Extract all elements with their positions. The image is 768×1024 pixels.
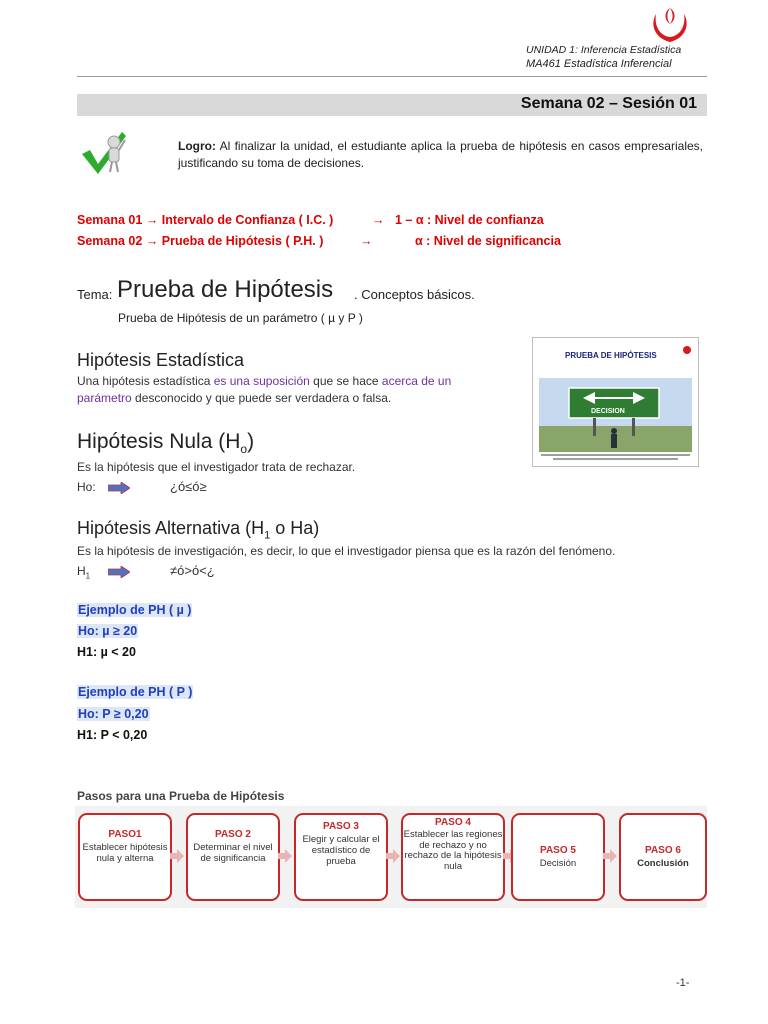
definition-highlight: parámetro bbox=[77, 391, 132, 405]
alternativa-symbols: ≠ó>ó<¿ bbox=[170, 563, 215, 578]
paso-6-title: PASO 6 bbox=[645, 845, 681, 856]
tema-suffix: . Conceptos básicos. bbox=[354, 287, 475, 302]
definition-highlight: acerca de un bbox=[381, 374, 452, 388]
arrow-right-icon bbox=[108, 482, 130, 494]
paso-5-box bbox=[511, 813, 605, 901]
semana-2-week: Semana 02 bbox=[77, 234, 143, 248]
alternativa-description: Es la hipótesis de investigación, es decir, lo que el investigador piensa que es la razón del fenómeno. bbox=[77, 544, 616, 558]
paso-2-box bbox=[186, 813, 280, 901]
paso-4-title: PASO 4 bbox=[435, 817, 471, 828]
page-number: -1- bbox=[676, 977, 690, 989]
definition-highlight: es una suposición bbox=[213, 374, 310, 388]
paso-1-box bbox=[78, 813, 172, 901]
nula-symbols: ¿ó≤ó≥ bbox=[170, 479, 207, 494]
tema-subtitle: Prueba de Hipótesis de un parámetro ( µ y P ) bbox=[118, 311, 363, 325]
alternativa-label-text: H bbox=[77, 564, 86, 578]
ejemplo-mu-ho: Ho: µ ≥ 20 bbox=[78, 624, 138, 638]
paso-6-box bbox=[619, 813, 707, 901]
semana-row-2 bbox=[77, 234, 323, 248]
pasos-title: Pasos para una Prueba de Hipótesis bbox=[77, 789, 285, 803]
arrow-right-icon: → bbox=[372, 213, 385, 227]
paso-1-title: PASO1 bbox=[108, 829, 142, 840]
paso-3-text: Elegir y calcular el estadístico de prueba bbox=[302, 834, 380, 867]
tema-title: Prueba de Hipótesis bbox=[117, 276, 334, 303]
header-divider bbox=[77, 76, 707, 77]
image-title: PRUEBA DE HIPÓTESIS bbox=[565, 351, 657, 360]
paso-1-text: Establecer hipótesis nula y alterna bbox=[82, 842, 168, 864]
flow-arrow-icon bbox=[170, 849, 184, 863]
flow-arrow-icon bbox=[386, 849, 400, 863]
semana-row-1 bbox=[77, 213, 333, 227]
semana-1-week: Semana 01 bbox=[77, 213, 143, 227]
nula-label: Ho: bbox=[77, 480, 96, 494]
header-course: MA461 Estadística Inferencial bbox=[526, 58, 672, 70]
alternativa-label-subscript: 1 bbox=[85, 571, 91, 581]
paso-4-box bbox=[401, 813, 505, 901]
alternativa-label bbox=[77, 564, 90, 580]
university-logo bbox=[648, 6, 692, 46]
semana-2-level: α : Nivel de significancia bbox=[415, 234, 561, 248]
paso-3-box bbox=[294, 813, 388, 901]
tema-label: Tema: bbox=[77, 287, 113, 302]
definition-text: desconocido y que puede ser verdadera o falsa. bbox=[131, 391, 392, 405]
nula-heading-text: Hipótesis Nula (H bbox=[77, 430, 241, 453]
pasos-flow bbox=[75, 806, 707, 908]
logro-label: Logro: bbox=[178, 139, 216, 153]
semana-2-topic: Prueba de Hipótesis ( P.H. ) bbox=[161, 234, 324, 248]
prueba-hipotesis-image bbox=[532, 337, 699, 467]
flow-arrow-icon bbox=[278, 849, 292, 863]
sign-text: DECISION bbox=[591, 408, 625, 415]
alternativa-heading-subscript: 1 bbox=[264, 529, 271, 542]
alternativa-heading-text: Hipótesis Alternativa (H bbox=[77, 518, 265, 538]
paso-4-text: Establecer las regiones de rechazo y no rechazo de la hipótesis nula bbox=[403, 829, 503, 872]
decision-sign-illustration bbox=[533, 338, 698, 466]
definition-text: que se hace bbox=[309, 374, 382, 388]
semana-1-topic: Intervalo de Confianza ( I.C. ) bbox=[161, 213, 334, 227]
paso-3-title: PASO 3 bbox=[323, 821, 359, 832]
paso-6-text: Conclusión bbox=[637, 858, 689, 869]
logro-text: Al finalizar la unidad, el estudiante aplica la prueba de hipótesis en casos empresariales, justificando su toma de decisiones. bbox=[178, 139, 703, 170]
paso-2-text: Determinar el nivel de significancia bbox=[193, 842, 273, 864]
ejemplo-p-ho: Ho: P ≥ 0,20 bbox=[78, 707, 149, 721]
arrow-right-icon: → bbox=[360, 234, 373, 248]
arrow-right-icon bbox=[108, 566, 130, 578]
semana-1-level: 1 – α : Nivel de confianza bbox=[395, 213, 544, 227]
paso-2-title: PASO 2 bbox=[215, 829, 251, 840]
paso-5-title: PASO 5 bbox=[540, 845, 576, 856]
week-title: Semana 02 – Sesión 01 bbox=[520, 95, 697, 112]
definition-text: Una hipótesis estadística bbox=[77, 374, 214, 388]
flow-arrow-icon bbox=[603, 849, 617, 863]
nula-heading-subscript: o bbox=[240, 442, 248, 457]
ejemplo-mu-title: Ejemplo de PH ( µ ) bbox=[78, 603, 192, 617]
nula-heading bbox=[77, 430, 254, 456]
alternativa-heading bbox=[77, 518, 319, 542]
paso-5-text: Decisión bbox=[539, 858, 577, 869]
nula-description: Es la hipótesis que el investigador trata de rechazar. bbox=[77, 460, 356, 474]
ejemplo-p-title: Ejemplo de PH ( P ) bbox=[78, 685, 193, 699]
week-banner bbox=[77, 94, 707, 116]
nula-heading-text: ) bbox=[247, 430, 255, 453]
estadistica-definition bbox=[77, 373, 507, 407]
logro-paragraph bbox=[178, 138, 703, 172]
arrow-right-icon: → bbox=[145, 213, 159, 227]
ejemplo-p-h1: H1: P < 0,20 bbox=[77, 728, 148, 742]
ejemplo-mu-h1: H1: µ < 20 bbox=[77, 645, 136, 659]
estadistica-heading: Hipótesis Estadística bbox=[77, 350, 245, 370]
alternativa-heading-text: o Ha) bbox=[270, 518, 320, 538]
arrow-right-icon: → bbox=[145, 234, 159, 248]
checkmark-figure-icon bbox=[78, 126, 128, 178]
header-unit: UNIDAD 1: Inferencia Estadística bbox=[526, 44, 682, 56]
